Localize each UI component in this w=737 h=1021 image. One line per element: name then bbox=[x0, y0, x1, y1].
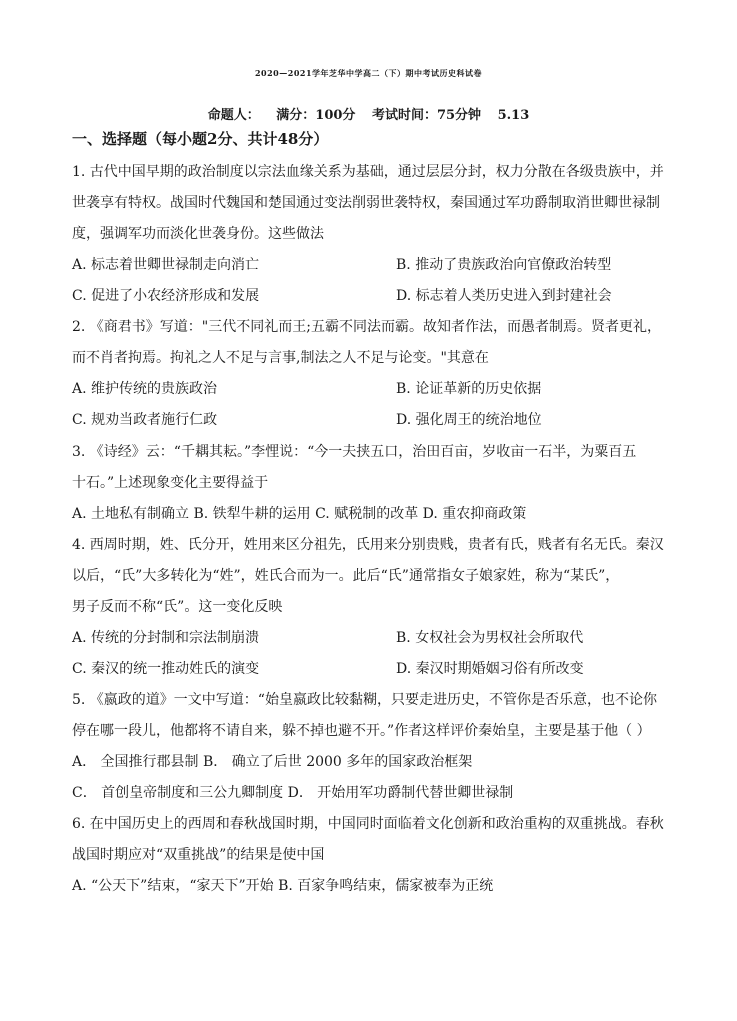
q3-line-1: 3. 《诗经》云：“千耦其耘。”李悝说：“今一夫挟五口，治田百亩，岁收亩一石半，为粟百五 bbox=[72, 444, 637, 460]
q1-option-c: C. 促进了小农经济形成和发展 bbox=[72, 288, 260, 304]
exam-subtitle bbox=[0, 104, 737, 123]
q4-option-d: D. 秦汉时期婚姻习俗有所改变 bbox=[396, 661, 584, 677]
q2-line-2: 而不肖者拘焉。拘礼之人不足与言事,制法之人不足与论变。"其意在 bbox=[72, 350, 489, 366]
q1-option-d: D. 标志着人类历史进入到封建社会 bbox=[396, 288, 612, 304]
q1-option-b: B. 推动了贵族政治向官僚政治转型 bbox=[396, 257, 612, 273]
q5-line-1: 5. 《嬴政的道》一文中写道：“始皇嬴政比较黏糊，只要走进历史，不管你是否乐意，也不论你 bbox=[72, 692, 657, 708]
q2-line-1: 2. 《商君书》写道："三代不同礼而王;五霸不同法而霸。故知者作法，而愚者制焉。贤者更礼， bbox=[72, 319, 661, 335]
q6-options-ab: A. “公天下”结束，“家天下”开始 B. 百家争鸣结束，儒家被奉为正统 bbox=[72, 878, 494, 894]
q4-line-2: 以后，“氏”大多转化为“姓”，姓氏合而为一。此后“氏”通常指女子娘家姓，称为“某氏”， bbox=[72, 568, 620, 584]
q3-line-2: 十石。”上述现象变化主要得益于 bbox=[72, 475, 269, 491]
q2-option-d: D. 强化周王的统治地位 bbox=[396, 412, 542, 428]
q4-option-a: A. 传统的分封制和宗法制崩溃 bbox=[72, 630, 260, 646]
q1-line-2: 世袭享有特权。战国时代魏国和楚国通过变法削弱世袭特权，秦国通过军功爵制取消世卿世禄制 bbox=[72, 195, 660, 211]
author-label: 命题人： bbox=[207, 108, 260, 123]
q6-line-1: 6. 在中国历史上的西周和春秋战国时期，中国同时面临着文化创新和政治重构的双重挑战。春秋 bbox=[72, 816, 664, 832]
q1-line-3: 度，强调军功而淡化世袭身份。这些做法 bbox=[72, 226, 324, 242]
q5-line-2: 停在哪一段儿，他都将不请自来，躲不掉也避不开。”作者这样评价秦始皇，主要是基于他（ ） bbox=[72, 723, 651, 739]
q5-options-cd: C． 首创皇帝制度和三公九卿制度 D． 开始用军功爵制代替世卿世禄制 bbox=[72, 785, 514, 801]
section-heading: 一、选择题（每小题2分、共计48分） bbox=[72, 130, 329, 148]
q2-option-a: A. 维护传统的贵族政治 bbox=[72, 381, 218, 397]
q4-option-c: C. 秦汉的统一推动姓氏的演变 bbox=[72, 661, 260, 677]
q2-option-b: B. 论证革新的历史依据 bbox=[396, 381, 542, 397]
q6-line-2: 战国时期应对“双重挑战”的结果是使中国 bbox=[72, 847, 325, 863]
time-label: 考试时间：75分钟 bbox=[371, 108, 482, 123]
q4-line-3: 男子反而不称“氏”。这一变化反映 bbox=[72, 599, 283, 615]
q1-line-1: 1. 古代中国早期的政治制度以宗法血缘关系为基础，通过层层分封，权力分散在各级贵族中，并 bbox=[72, 164, 664, 180]
q1-option-a: A. 标志着世卿世禄制走向消亡 bbox=[72, 257, 260, 273]
q2-option-c: C. 规劝当政者施行仁政 bbox=[72, 412, 218, 428]
q4-option-b: B. 女权社会为男权社会所取代 bbox=[396, 630, 584, 646]
exam-title: 2020—2021学年芝华中学高二（下）期中考试历史科试卷 bbox=[254, 68, 483, 78]
q5-options-ab: A． 全国推行郡县制 B． 确立了后世 2000 多年的国家政治框架 bbox=[72, 754, 473, 770]
date-label: 5.13 bbox=[497, 108, 530, 123]
q3-options: A. 土地私有制确立 B. 铁犁牛耕的运用 C. 赋税制的改革 D. 重农抑商政策 bbox=[72, 506, 527, 522]
q4-line-1: 4. 西周时期，姓、氏分开，姓用来区分祖先，氏用来分别贵贱，贵者有氏，贱者有名无氏。秦汉 bbox=[72, 537, 664, 553]
score-label: 满分：100分 bbox=[276, 108, 356, 123]
